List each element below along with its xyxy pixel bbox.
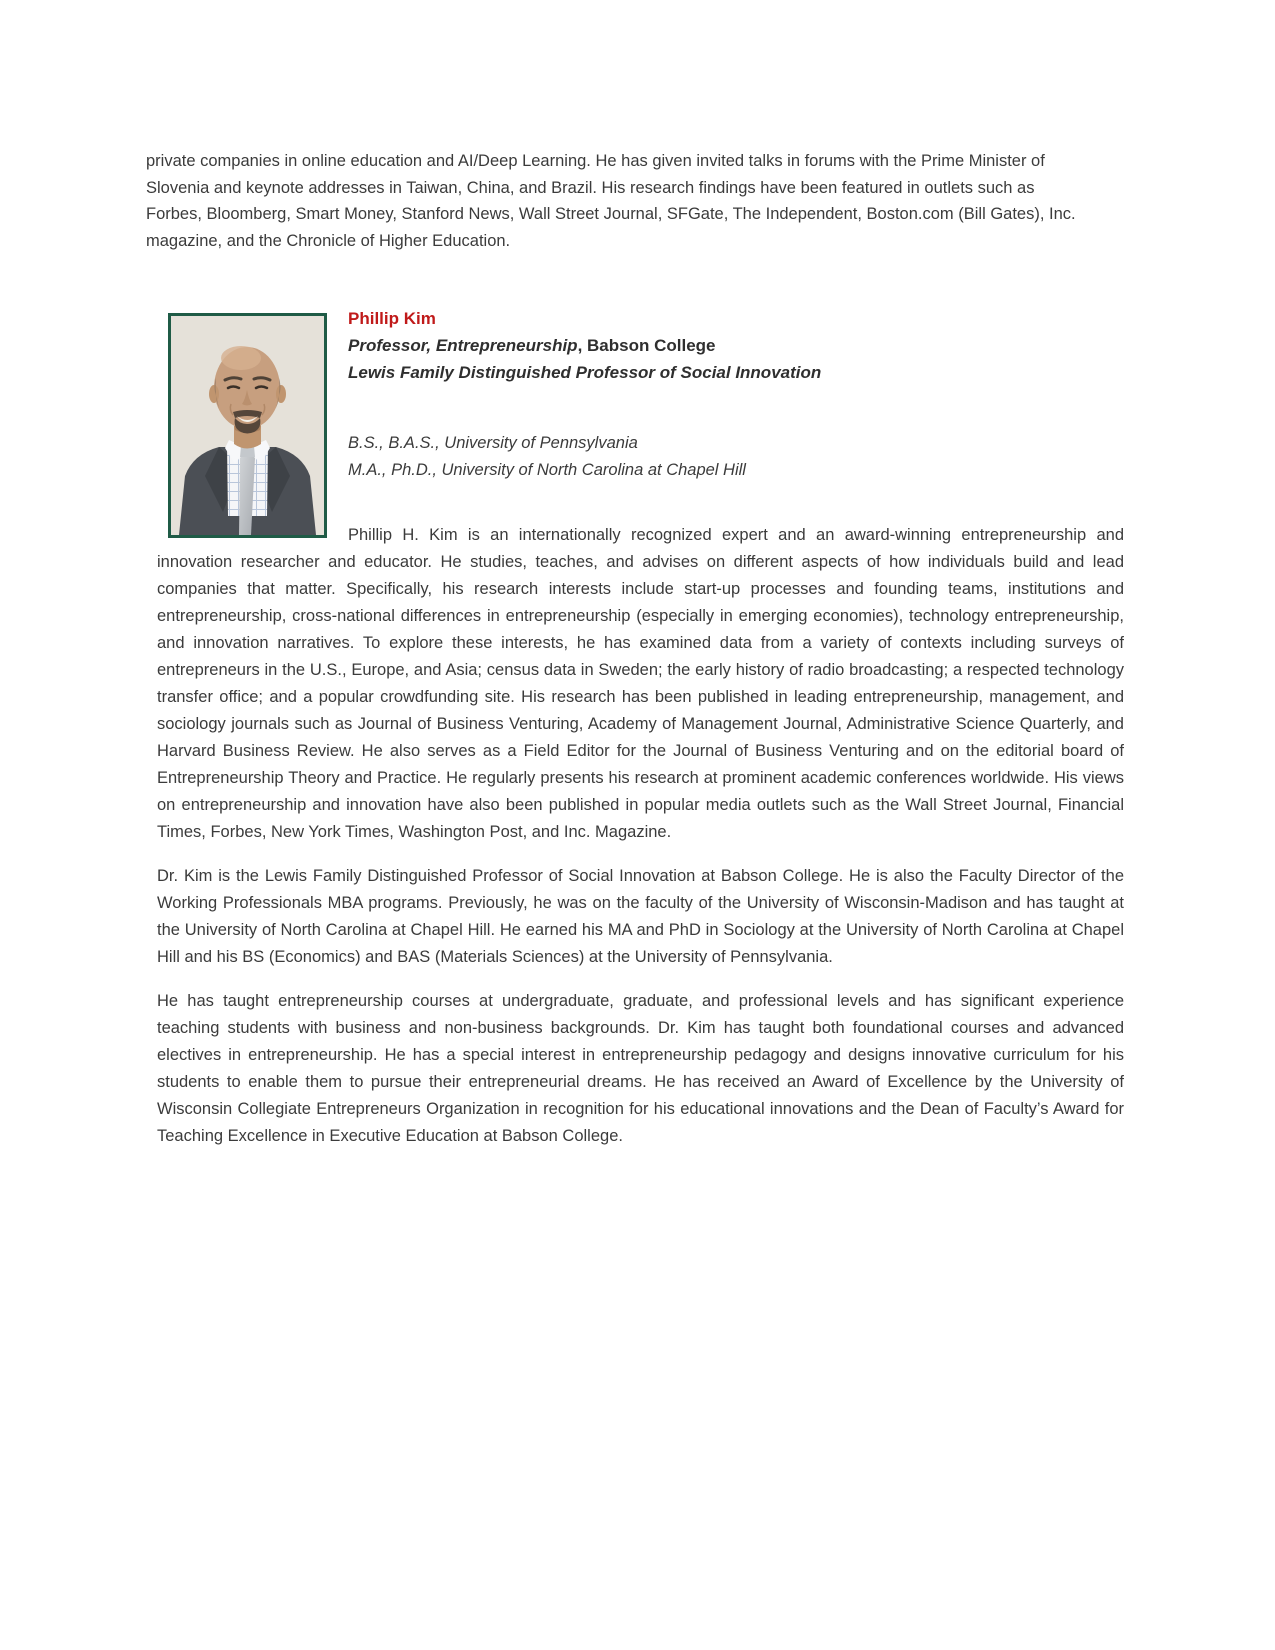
profile-section [157, 305, 1124, 1150]
bio-paragraph-2: Dr. Kim is the Lewis Family Distinguished Professor of Social Innovation at Babson College. He is also the Faculty Director of the Working Professionals MBA programs. Previously, he was on the faculty of the University of Wisconsin-Madison and has taught at the University of North Carolina at Chapel Hill. He earned his MA and PhD in Sociology at the University of North Carolina at Chapel Hill and his BS (Economics) and BAS (Materials Sciences) at the University of Pennsylvania. [157, 867, 1124, 966]
profile-subtitle: Lewis Family Distinguished Professor of Social Innovation [348, 363, 822, 382]
portrait-photo [168, 313, 327, 538]
profile-title-role: Professor, Entrepreneurship [348, 336, 578, 355]
bio-paragraph-3: He has taught entrepreneurship courses at undergraduate, graduate, and professional levels and has significant experience teaching students with business and non-business backgrounds. Dr. Kim has taught both foundational courses and advanced electives in entrepreneurship. He has a special interest in entrepreneurship pedagogy and designs innovative curriculum for his students to enable them to pursue their entrepreneurial dreams. He has received an Award of Excellence by the University of Wisconsin Collegiate Entrepreneurs Organization in recognition for his educational innovations and the Dean of Faculty’s Award for Teaching Excellence in Executive Education at Babson College. [157, 992, 1124, 1145]
credential-line-2: M.A., Ph.D., University of North Carolina at Chapel Hill [348, 461, 746, 479]
profile-title-institution: , Babson College [577, 336, 716, 355]
credential-line-1: B.S., B.A.S., University of Pennsylvania [348, 434, 638, 452]
bio-paragraph-1: Phillip H. Kim is an internationally recognized expert and an award-winning entrepreneurship and innovation researcher and educator. He studies, teaches, and advises on different aspects of how individuals build and lead companies that matter. Specifically, his research interests include start-up processes and founding teams, institutions and entrepreneurship, cross-national differences in entrepreneurship (especially in emerging economies), technology entrepreneurship, and innovation narratives. To explore these interests, he has examined data from a variety of contexts including surveys of entrepreneurs in the U.S., Europe, and Asia; census data in Sweden; the early history of radio broadcasting; a respected technology transfer office; and a popular crowdfunding site. His research has been published in leading entrepreneurship, management, and sociology journals such as Journal of Business Venturing, Academy of Management Journal, Administrative Science Quarterly, and Harvard Business Review. He also serves as a Field Editor for the Journal of Business Venturing and on the editorial board of Entrepreneurship Theory and Practice. He regularly presents his research at prominent academic conferences worldwide. His views on entrepreneurship and innovation have also been published in popular media outlets such as the Wall Street Journal, Financial Times, Forbes, New York Times, Washington Post, and Inc. Magazine. [157, 526, 1124, 841]
intro-paragraph: private companies in online education and AI/Deep Learning. He has given invited talks in forums with the Prime Minister of Slovenia and keynote addresses in Taiwan, China, and Brazil. His research findings have been featured in outlets such as Forbes, Bloomberg, Smart Money, Stanford News, Wall Street Journal, SFGate, The Independent, Boston.com (Bill Gates), Inc. magazine, and the Chronicle of Higher Education. [146, 152, 1076, 250]
profile-name: Phillip Kim [348, 309, 436, 328]
portrait-photo-illustration [171, 316, 324, 535]
